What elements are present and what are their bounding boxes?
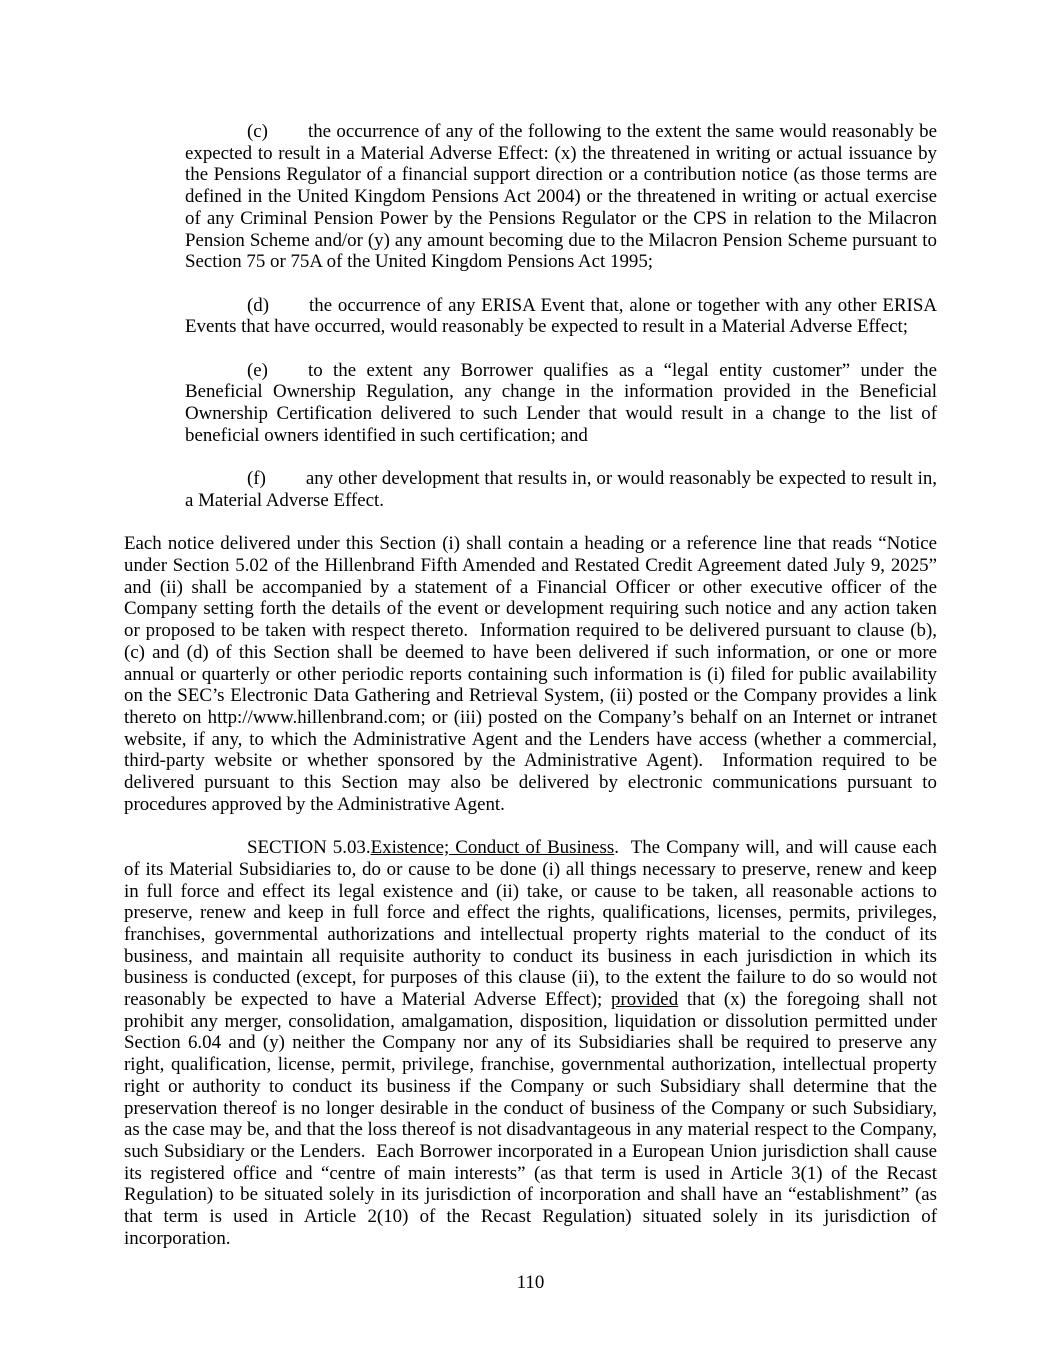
section-5-03-paragraph [124,837,942,1249]
sub-paragraph-label: (c) [247,121,268,142]
text-run: SECTION 5.03. [247,837,371,859]
sub-paragraph-label: (d) [247,294,270,316]
sub-paragraph-label: (e) [247,359,268,381]
notice-delivery-paragraph [124,533,942,815]
underlined-text: provided [610,989,679,1011]
text-run: the occurrence of any ERISA Event that, alone or together with any other ERISA Events that have occurred, would reasonably be expected to result in a Material Adverse Effect; [185,294,942,338]
sub-paragraph-f [185,468,942,511]
text-run: the occurrence of any of the following to the extent the same would reasonably be expected to result in a Material Adverse Effect: (x) the threatened in writing or actual issuance by the Pensions Regulator of a financial support direction or a contribution notice (as those terms are defined in the United Kingdom Pensions Act 2004) or the threatened in writing or actual exercise of any Criminal Pension Power by the Pensions Regulator or the CPS in relation to the Milacron Pension Scheme and/or (y) any amount becoming due to the Milacron Pension Scheme pursuant to Section 75 or 75A of the United Kingdom Pensions Act 1995; [185,121,942,273]
sub-paragraph-d [185,294,942,338]
text-run: to the extent any Borrower qualifies as a “legal entity customer” under the Beneficial Ownership Regulation, any change in the information provided in the Beneficial Ownership Certification delivered to such Lender that would result in a change to the list of beneficial owners identified in such certification; and [185,359,942,446]
text-run: that (x) the foregoing shall not prohibit any merger, consolidation, amalgamation, disposition, liquidation or dissolution permitted under Section 6.04 and (y) neither the Company nor any of its Subsidiaries shall be required to preserve any right, qualification, license, permit, privilege, franchise, governmental authorization, intellectual property right or authority to conduct its business if the Company or such Subsidiary shall determine that the preservation thereof is no longer desirable in the conduct of business of the Company or such Subsidiary, as the case may be, and that the loss thereof is not disadvantageous in any material respect to the Company, such Subsidiary or the Lenders. Each Borrower incorporated in a European Union jurisdiction shall cause its registered office and “centre of main interests” (as that term is used in Article 3(1) of the Recast Regulation) to be situated solely in its jurisdiction of incorporation and shall have an “establishment” (as that term is used in Article 2(10) of the Recast Regulation) situated solely in its jurisdiction of incorporation. [124,989,942,1249]
text-run: any other development that results in, or would reasonably be expected to result in, a Material Adverse Effect. [185,468,942,511]
sub-paragraph-e [185,359,942,447]
underlined-text: Existence; Conduct of Business [370,837,615,859]
text-run: . The Company will, and will cause each of its Material Subsidiaries to, do or cause to be done (i) all things necessary to preserve, renew and keep in full force and effect its legal existence and (ii) take, or cause to be taken, all reasonable actions to preserve, renew and keep in full force and effect the rights, qualifications, licenses, permits, privileges, franchises, governmental authorizations and intellectual property rights material to the conduct of its business, and maintain all requisite authority to conduct its business in each jurisdiction in which its business is conducted (except, for purposes of this clause (ii), to the extent the failure to do so would not reasonably be expected to have a Material Adverse Effect); [124,837,942,1011]
document-body [124,121,942,1249]
sub-paragraph-label: (f) [247,468,266,490]
sub-paragraph-c [185,121,942,273]
text-run: Each notice delivered under this Section (i) shall contain a heading or a reference line that reads “Notice under Section 5.02 of the Hillenbrand Fifth Amended and Restated Credit Agreement dated July 9, 2025” and (ii) shall be accompanied by a statement of a Financial Officer or other executive officer of the Company setting forth the details of the event or development requiring such notice and any action taken or proposed to be taken with respect thereto. Information required to be delivered pursuant to clause (b), (c) and (d) of this Section shall be deemed to have been delivered if such information, or one or more annual or quarterly or other periodic reports containing such information is (i) filed for public availability on the SEC’s Electronic Data Gathering and Retrieval System, (ii) posted or the Company provides a link thereto on http://www.hillenbrand.com; or (iii) posted on the Company’s behalf on an Internet or intranet website, if any, to which the Administrative Agent and the Lenders have access (whether a commercial, third-party website or whether sponsored by the Administrative Agent). Information required to be delivered pursuant to this Section may also be delivered by electronic communications pursuant to procedures approved by the Administrative Agent. [124,533,942,815]
page-number: 110 [516,1272,545,1293]
